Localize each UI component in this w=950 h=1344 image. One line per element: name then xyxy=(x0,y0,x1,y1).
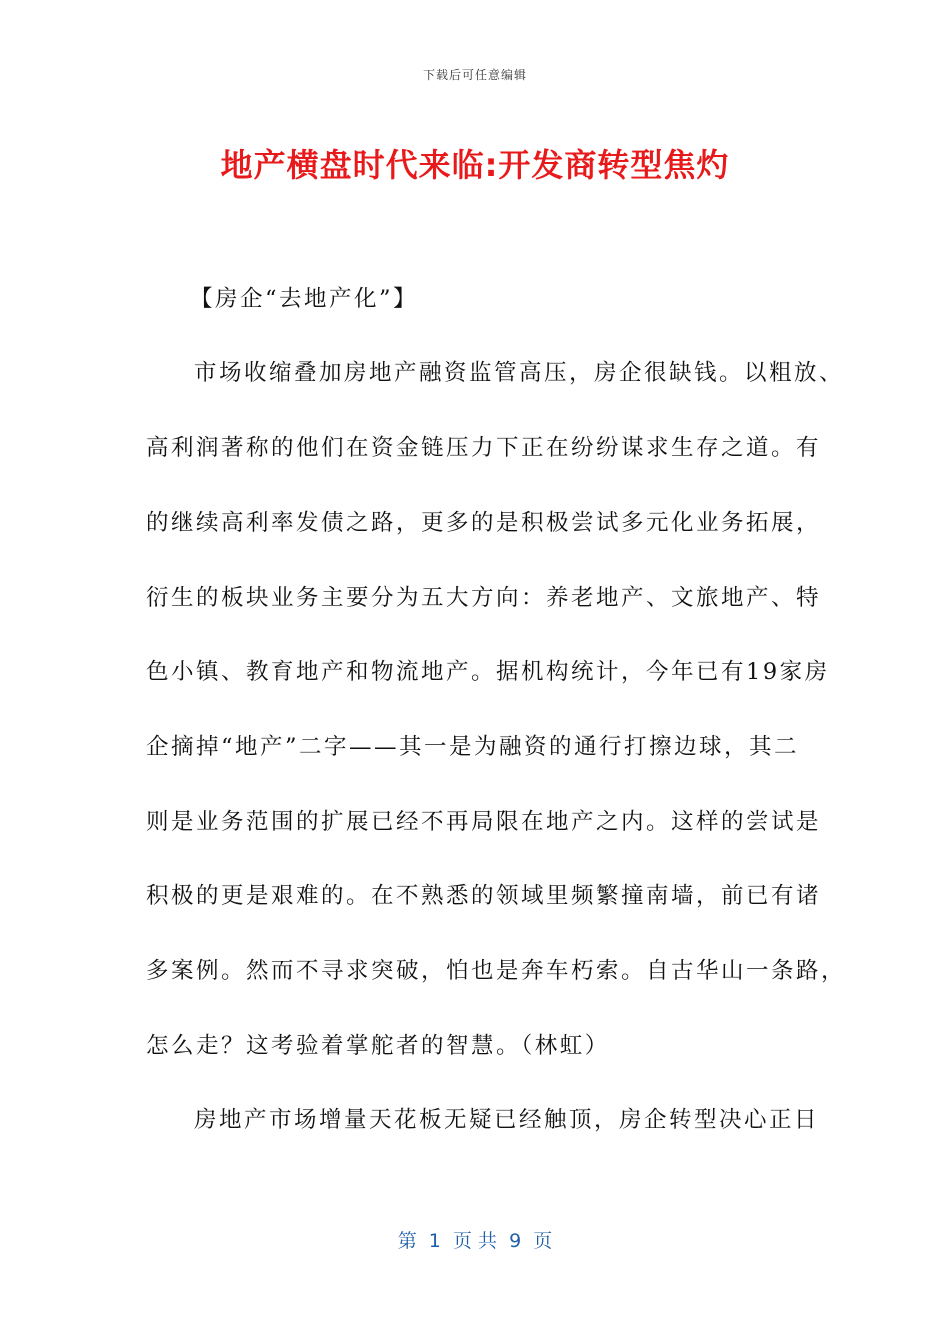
paragraph-line: 色小镇、教育地产和物流地产。据机构统计，今年已有19家房 xyxy=(146,659,830,685)
paragraph-line: 的继续高利率发债之路，更多的是积极尝试多元化业务拓展， xyxy=(146,510,822,536)
document-title: 地产横盘时代来临:开发商转型焦灼 xyxy=(220,146,730,184)
paragraph-line: 衍生的板块业务主要分为五大方向：养老地产、文旅地产、特 xyxy=(146,585,822,611)
page-footer: 第 1 页 共 9 页 xyxy=(397,1230,553,1252)
paragraph-line: 怎么走？这考验着掌舵者的智慧。（林虹） xyxy=(146,1033,610,1059)
header-note: 下载后可任意编辑 xyxy=(422,68,527,82)
paragraph-line: 房地产市场增量天花板无疑已经触顶，房企转型决心正日 xyxy=(194,1107,820,1133)
paragraph-line: 市场收缩叠加房地产融资监管高压，房企很缺钱。以粗放、 xyxy=(194,360,845,386)
paragraph-line: 积极的更是艰难的。在不熟悉的领域里频繁撞南墙，前已有诸 xyxy=(146,883,822,909)
paragraph-line: 企摘掉“地产”二字——其一是为融资的通行打擦边球，其二 xyxy=(146,734,800,760)
paragraph-line: 高利润著称的他们在资金链压力下正在纷纷谋求生存之道。有 xyxy=(146,435,822,461)
section-heading-text: 【房企“去地产化”】 xyxy=(190,286,419,312)
paragraph-line: 多案例。然而不寻求突破，怕也是奔车朽索。自古华山一条路， xyxy=(146,958,847,984)
paragraph-line: 则是业务范围的扩展已经不再局限在地产之内。这样的尝试是 xyxy=(146,809,822,835)
